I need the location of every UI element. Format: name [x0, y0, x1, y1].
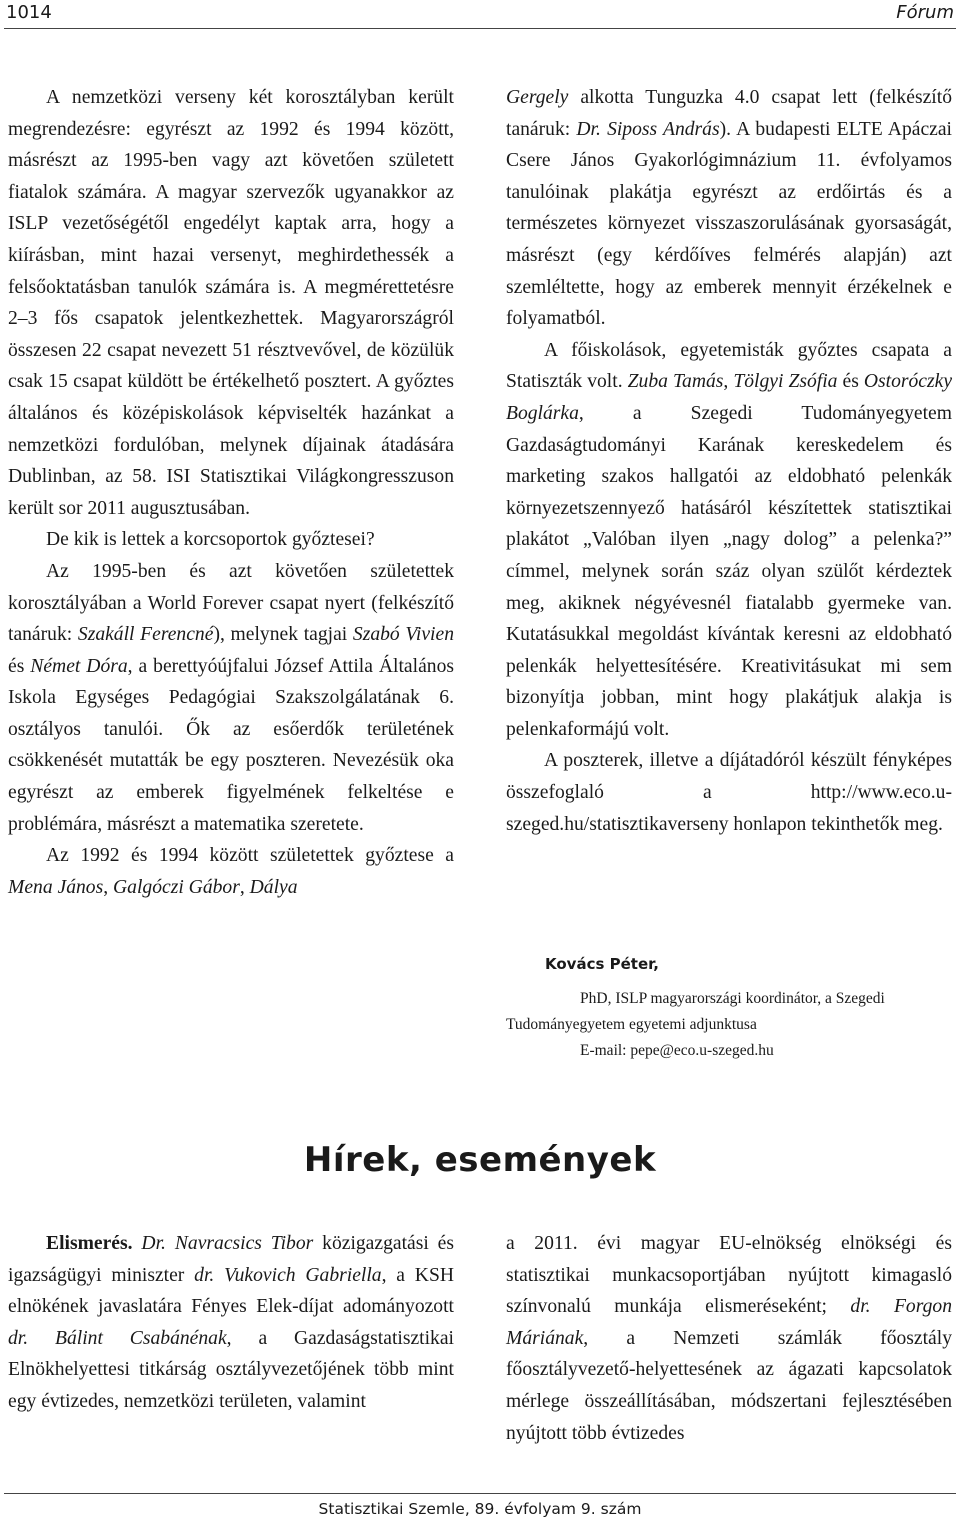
paragraph: A poszterek, illetve a díjátadóról készült fényképes összefoglaló a http://www.eco.u-szeged.hu/statisztikaverseny honlapon tekinthetők meg.	[506, 750, 952, 835]
author-affiliation	[506, 986, 952, 1064]
journal-section: Fórum	[896, 2, 954, 23]
paragraph: Az 1995-ben és azt követően születettek korosztályában a World Forever csapat nyert (felkészítő tanáruk: Szakáll Ferencné), melynek tagjai Szabó Vivien és Német Dóra, a berettyóújfalui József Attila Általános Iskola Egységes Pedagógiai Szakszolgálatának 6. osztályos tanulói. Ők az esőerdők területének csökkenését mutatták be egy poszteren. Nevezésük oka egyrészt az emberek figyelmének felkeltése e problémára, másrészt a matematika szeretete.	[8, 560, 454, 835]
paragraph: Elismerés. Dr. Navracsics Tibor közigazgatási és igazságügyi miniszter dr. Vukovich Gabriella, a KSH elnökének javaslatára Fényes Elek-díjat adományozott dr. Bálint Csabánénak, a Gazdaságstatisztikai Elnökhelyettesi titkárság osztályvezetőjének több mint egy évtizedes, nemzetközi területen, valamint	[8, 1233, 455, 1412]
author-name: Kovács Péter,	[545, 955, 660, 973]
footer: Statisztikai Szemle, 89. évfolyam 9. szám	[318, 1500, 642, 1518]
affiliation-line: Tudományegyetem egyetemi adjunktusa	[506, 1016, 757, 1033]
article-column-1	[8, 82, 454, 903]
paragraph: Az 1992 és 1994 között születettek győztese a Mena János, Galgóczi Gábor, Dálya	[8, 845, 454, 898]
footer-rule	[4, 1493, 956, 1494]
author-email: E-mail: pepe@eco.u-szeged.hu	[580, 1042, 774, 1059]
paragraph: a 2011. évi magyar EU-elnökség elnökségi és statisztikai munkacsoportjában nyújtott kimagasló színvonalú munkája elismeréseként; dr. Forgon Máriának, a Nemzeti számlák főosztály főosztályvezető-helyettesének az ágazati kapcsolatok mérlege összeállításában, módszertani fejlesztésében nyújtott több évtizedes	[506, 1233, 952, 1444]
header-rule	[4, 28, 956, 29]
affiliation-line: PhD, ISLP magyarországi koordinátor, a Szegedi	[580, 990, 885, 1007]
section-title: Hírek, események	[303, 1140, 657, 1180]
article-column-2	[506, 82, 952, 840]
paragraph: De kik is lettek a korcsoportok győztesei?	[46, 529, 375, 551]
page-number: 1014	[6, 2, 52, 23]
paragraph: A főiskolások, egyetemisták győztes csapata a Statiszták volt. Zuba Tamás, Tölgyi Zsófia és Ostoróczky Boglárka, a Szegedi Tudományegyetem Gazdaságtudományi Karának kereskedelem és marketing szakos hallgatói az eldobható pelenkák környezetszennyező hatásáról készítettek statisztikai plakátot „Valóban ilyen „nagy dolog” a pelenka?” címmel, melynek során száz olyan szülőt kérdeztek meg, akiknek négyévesnél fiatalabb gyermeke van. Kutatásukkal megoldást kívántak keresni az eldobható pelenkák helyettesítésére. Kreativitásukat mi sem bizonyítja jobban, mint hogy plakátjuk alakja is pelenkaformájú volt.	[506, 339, 953, 740]
paragraph: Gergely alkotta Tunguzka 4.0 csapat lett (felkészítő tanáruk: Dr. Siposs András). A budapesti ELTE Apáczai Csere János Gyakorlógimnázium 11. évfolyamos tanulóinak plakátja egyrészt az erdőirtás és a természetes környezet visszaszorulásának gyorsaságát, másrészt (egy kérdőíves felmérés alapján) azt szemléltette, hogy az emberek mennyit érzékelnek e folyamatból.	[506, 87, 952, 330]
news-column-2	[506, 1228, 952, 1449]
paragraph: A nemzetközi verseny két korosztályban került megrendezésre: egyrészt az 1992 és 1994 között, másrészt az 1995-ben vagy azt követően született fiatalok számára. A magyar szervezők ugyanakkor az ISLP vezetőségétől engedélyt kaptak arra, hogy a kiírásban, mint hazai versenyt, meghirdethessék a felsőoktatásban tanulók számára is. A megmérettetésre 2–3 fős csapatok jelentkezhettek. Magyarországról összesen 22 csapat nevezett 51 résztvevővel, de közülük csak 15 csapat küldött be értékelhető posztert. A győztes általános és középiskolások képviselték hazánkat a nemzetközi fordulóban, melynek díjainak átadására Dublinban, az 58. ISI Statisztikai Világkongresszuson került sor 2011 augusztusában.	[8, 87, 454, 519]
news-column-1	[8, 1228, 454, 1418]
